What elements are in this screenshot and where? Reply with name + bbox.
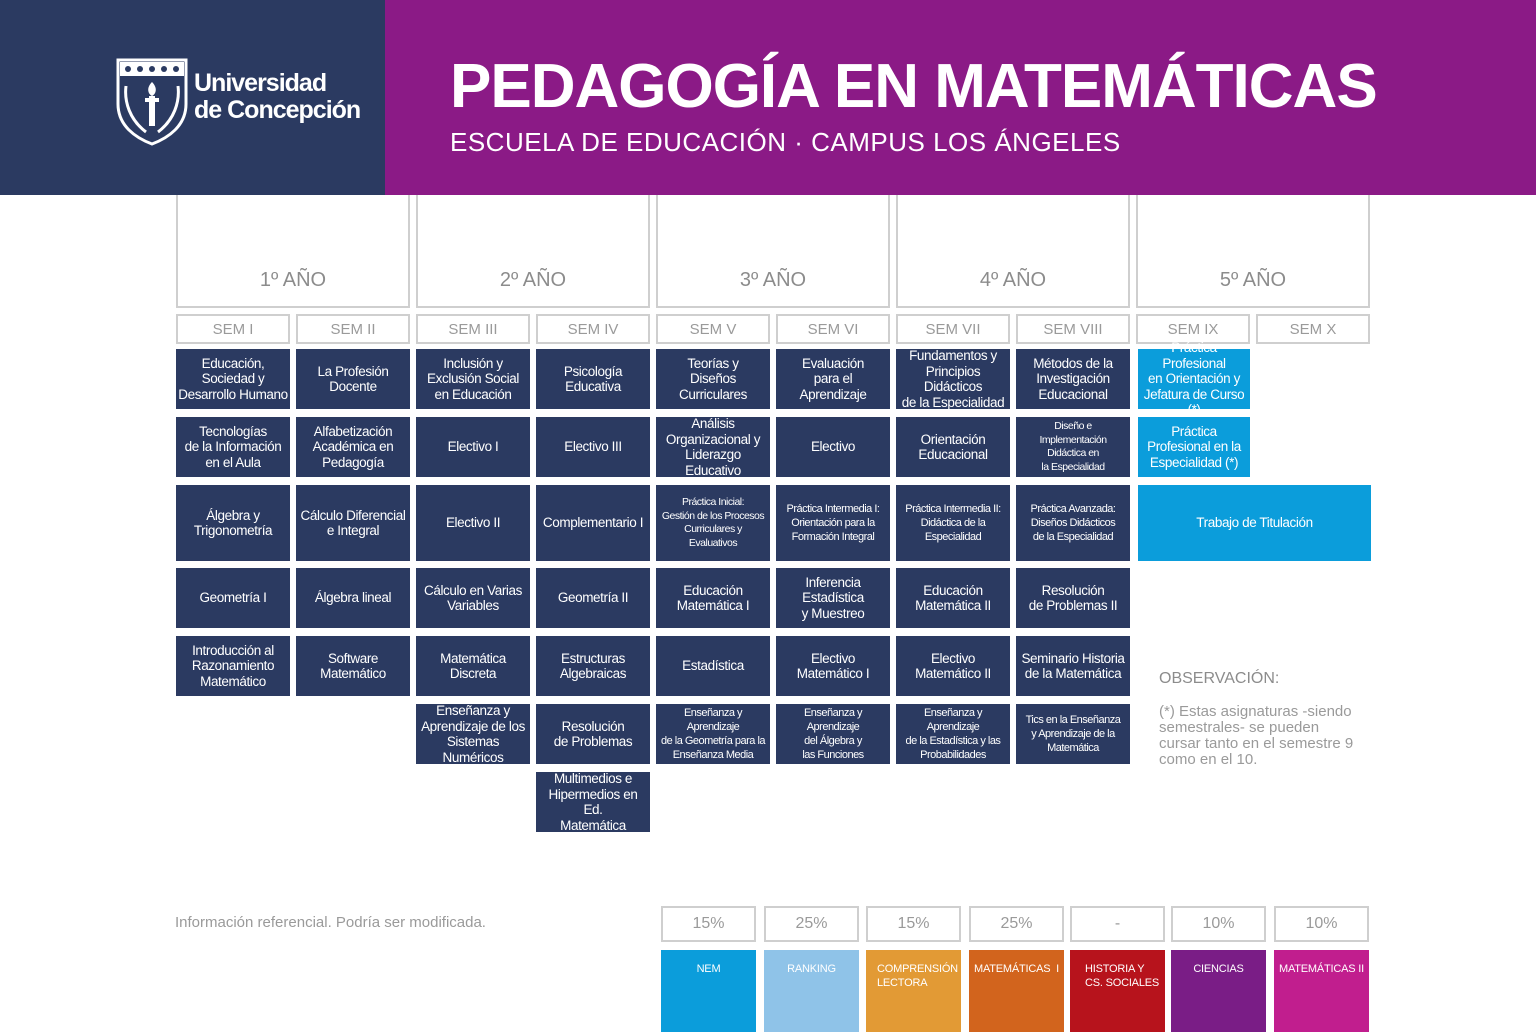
footer-note: Información referencial. Podría ser modificada. [175, 914, 486, 931]
weight-value: - [1070, 906, 1165, 942]
course-cell: Cálculo en Varias Variables [416, 568, 530, 628]
course-cell: Software Matemático [296, 636, 410, 696]
year-3-header: 3º AÑO [656, 195, 890, 308]
weight-value: 25% [969, 906, 1064, 942]
course-cell: Introducción al Razonamiento Matemático [176, 636, 290, 696]
course-cell: Métodos de la Investigación Educacional [1016, 349, 1130, 409]
semester-6-header: SEM VI [776, 314, 890, 344]
semester-5-header: SEM V [656, 314, 770, 344]
semester-1-header: SEM I [176, 314, 290, 344]
course-cell: Enseñanza y Aprendizaje de la Estadística y las Probabilidades [896, 704, 1010, 764]
course-cell: Enseñanza y Aprendizaje del Álgebra y las Funciones [776, 704, 890, 764]
semester-8-header: SEM VIII [1016, 314, 1130, 344]
weight-label-reading: COMPRENSIÓN LECTORA [866, 950, 961, 1032]
course-cell: Matemática Discreta [416, 636, 530, 696]
course-cell: Electivo II [416, 485, 530, 561]
course-cell: Seminario Historia de la Matemática [1016, 636, 1130, 696]
observation-title: OBSERVACIÓN: [1159, 670, 1280, 687]
course-cell: Diseño e Implementación Didáctica en la Especialidad [1016, 417, 1130, 477]
course-cell: Análisis Organizacional y Liderazgo Educativo [656, 417, 770, 477]
course-cell: Teorías y Diseños Curriculares [656, 349, 770, 409]
course-cell: Electivo I [416, 417, 530, 477]
course-cell: La Profesión Docente [296, 349, 410, 409]
course-cell: Práctica Inicial: Gestión de los Procesos Curriculares y Evaluativos [656, 485, 770, 561]
university-name-line-1: Universidad [194, 69, 327, 97]
course-cell: Estadística [656, 636, 770, 696]
observation-text: (*) Estas asignaturas -siendo semestrales- se pueden cursar tanto en el semestre 9 como en el 10. [1159, 703, 1354, 768]
course-cell: Evaluación para el Aprendizaje [776, 349, 890, 409]
course-cell: Enseñanza y Aprendizaje de la Geometría para la Enseñanza Media [656, 704, 770, 764]
semester-7-header: SEM VII [896, 314, 1010, 344]
university-name [194, 70, 360, 124]
course-cell-thesis: Trabajo de Titulación [1138, 485, 1371, 561]
semester-4-header: SEM IV [536, 314, 650, 344]
course-cell: Educación, Sociedad y Desarrollo Humano [176, 349, 290, 409]
semester-9-header: SEM IX [1136, 314, 1250, 344]
course-cell-practice: Práctica Profesional en Orientación y Jefatura de Curso (*) [1138, 349, 1250, 409]
year-2-header: 2º AÑO [416, 195, 650, 308]
course-cell: Resolución de Problemas [536, 704, 650, 764]
weight-label-math-1: MATEMÁTICAS I [969, 950, 1064, 1032]
course-cell: Psicología Educativa [536, 349, 650, 409]
course-cell: Práctica Avanzada: Diseños Didácticos de la Especialidad [1016, 485, 1130, 561]
course-cell: Estructuras Algebraicas [536, 636, 650, 696]
weight-value: 10% [1274, 906, 1369, 942]
weight-label-ranking: RANKING [764, 950, 859, 1032]
course-cell: Fundamentos y Principios Didácticos de la Especialidad [896, 349, 1010, 409]
year-5-header: 5º AÑO [1136, 195, 1370, 308]
course-cell: Alfabetización Académica en Pedagogía [296, 417, 410, 477]
course-cell: Tecnologías de la Información en el Aula [176, 417, 290, 477]
weight-label-nem: NEM [661, 950, 756, 1032]
course-cell: Electivo [776, 417, 890, 477]
course-cell: Geometría II [536, 568, 650, 628]
weight-label-science: CIENCIAS [1171, 950, 1266, 1032]
semester-2-header: SEM II [296, 314, 410, 344]
course-cell: Inferencia Estadística y Muestreo [776, 568, 890, 628]
weight-value: 15% [866, 906, 961, 942]
course-cell: Educación Matemática II [896, 568, 1010, 628]
semester-10-header: SEM X [1256, 314, 1370, 344]
course-cell: Electivo Matemático I [776, 636, 890, 696]
university-shield-logo [116, 58, 188, 146]
weight-value: 10% [1171, 906, 1266, 942]
course-cell: Multimedios e Hipermedios en Ed. Matemática [536, 772, 650, 832]
course-cell: Álgebra y Trigonometría [176, 485, 290, 561]
weight-label-math-2: MATEMÁTICAS II [1274, 950, 1369, 1032]
course-cell: Enseñanza y Aprendizaje de los Sistemas Numéricos [416, 704, 530, 764]
course-cell: Educación Matemática I [656, 568, 770, 628]
course-cell: Cálculo Diferencial e Integral [296, 485, 410, 561]
weight-value: 15% [661, 906, 756, 942]
weight-value: 25% [764, 906, 859, 942]
page-title: PEDAGOGÍA EN MATEMÁTICAS [450, 52, 1377, 121]
course-cell: Orientación Educacional [896, 417, 1010, 477]
year-1-header: 1º AÑO [176, 195, 410, 308]
course-cell: Resolución de Problemas II [1016, 568, 1130, 628]
course-cell: Inclusión y Exclusión Social en Educación [416, 349, 530, 409]
course-cell: Complementario I [536, 485, 650, 561]
semester-3-header: SEM III [416, 314, 530, 344]
university-name-line-2: de Concepción [194, 96, 361, 124]
weight-label-history: HISTORIA Y CS. SOCIALES [1070, 950, 1165, 1032]
course-cell: Electivo Matemático II [896, 636, 1010, 696]
course-cell: Álgebra lineal [296, 568, 410, 628]
year-4-header: 4º AÑO [896, 195, 1130, 308]
course-cell: Geometría I [176, 568, 290, 628]
course-cell: Tics en la Enseñanza y Aprendizaje de la Matemática [1016, 704, 1130, 764]
course-cell: Práctica Intermedia II: Didáctica de la Especialidad [896, 485, 1010, 561]
course-cell: Electivo III [536, 417, 650, 477]
course-cell-practice: Práctica Profesional en la Especialidad (*) [1138, 417, 1250, 477]
course-cell: Práctica Intermedia I: Orientación para la Formación Integral [776, 485, 890, 561]
page-subtitle: ESCUELA DE EDUCACIÓN · CAMPUS LOS ÁNGELES [450, 127, 1121, 157]
